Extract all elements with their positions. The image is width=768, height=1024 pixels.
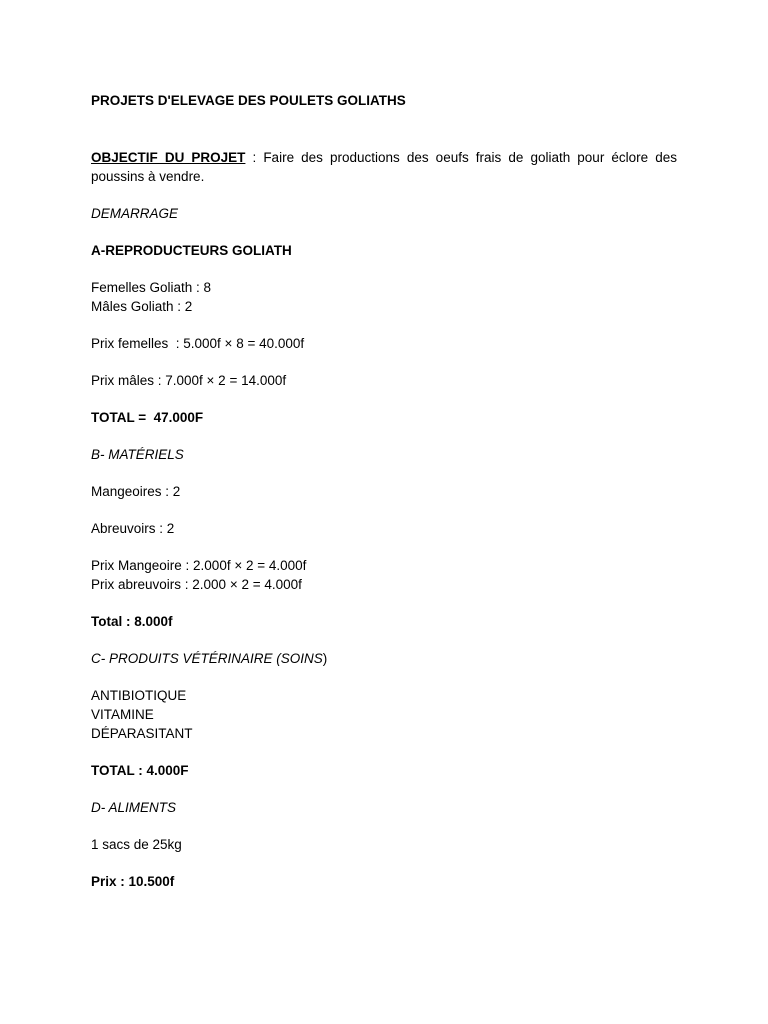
- section-c-heading-end: ): [322, 651, 328, 666]
- section-c-heading: [91, 649, 677, 668]
- section-d-prix: Prix : 10.500f: [91, 874, 175, 889]
- list-item: ANTIBIOTIQUE: [91, 688, 187, 703]
- section-d-heading: D- ALIMENTS: [91, 800, 177, 815]
- objective-text: : Faire des productions des oeufs frais de goliath pour éclore des poussins à vendre.: [91, 150, 677, 184]
- objective-label: OBJECTIF DU PROJET: [91, 150, 246, 165]
- section-c-total: TOTAL : 4.000F: [91, 763, 189, 778]
- list-item: DÉPARASITANT: [91, 726, 193, 741]
- demarrage-heading: DEMARRAGE: [91, 206, 179, 221]
- list-item: VITAMINE: [91, 707, 154, 722]
- prix-abreuvoirs-line: Prix abreuvoirs : 2.000 × 2 = 4.000f: [91, 577, 302, 592]
- section-c-items: [91, 686, 677, 743]
- femelles-line: Femelles Goliath : 8: [91, 280, 212, 295]
- section-a-quantities: [91, 278, 677, 316]
- objective-paragraph: [91, 148, 677, 186]
- document-content: [91, 91, 677, 909]
- section-b-heading: B- MATÉRIELS: [91, 447, 184, 462]
- mangeoires-line: Mangeoires : 2: [91, 484, 181, 499]
- males-line: Mâles Goliath : 2: [91, 299, 193, 314]
- prix-males-line: Prix mâles : 7.000f × 2 = 14.000f: [91, 373, 287, 388]
- section-b-prices: [91, 556, 677, 594]
- document-title: PROJETS D'ELEVAGE DES POULETS GOLIATHS: [91, 93, 406, 108]
- prix-mangeoire-line: Prix Mangeoire : 2.000f × 2 = 4.000f: [91, 558, 307, 573]
- section-a-total: TOTAL = 47.000F: [91, 410, 204, 425]
- prix-femelles-line: Prix femelles : 5.000f × 8 = 40.000f: [91, 336, 305, 351]
- section-b-total: Total : 8.000f: [91, 614, 173, 629]
- sacs-line: 1 sacs de 25kg: [91, 837, 182, 852]
- section-c-heading-text: C- PRODUITS VÉTÉRINAIRE (SOINS: [91, 651, 323, 666]
- section-a-heading: A-REPRODUCTEURS GOLIATH: [91, 243, 292, 258]
- abreuvoirs-line: Abreuvoirs : 2: [91, 521, 175, 536]
